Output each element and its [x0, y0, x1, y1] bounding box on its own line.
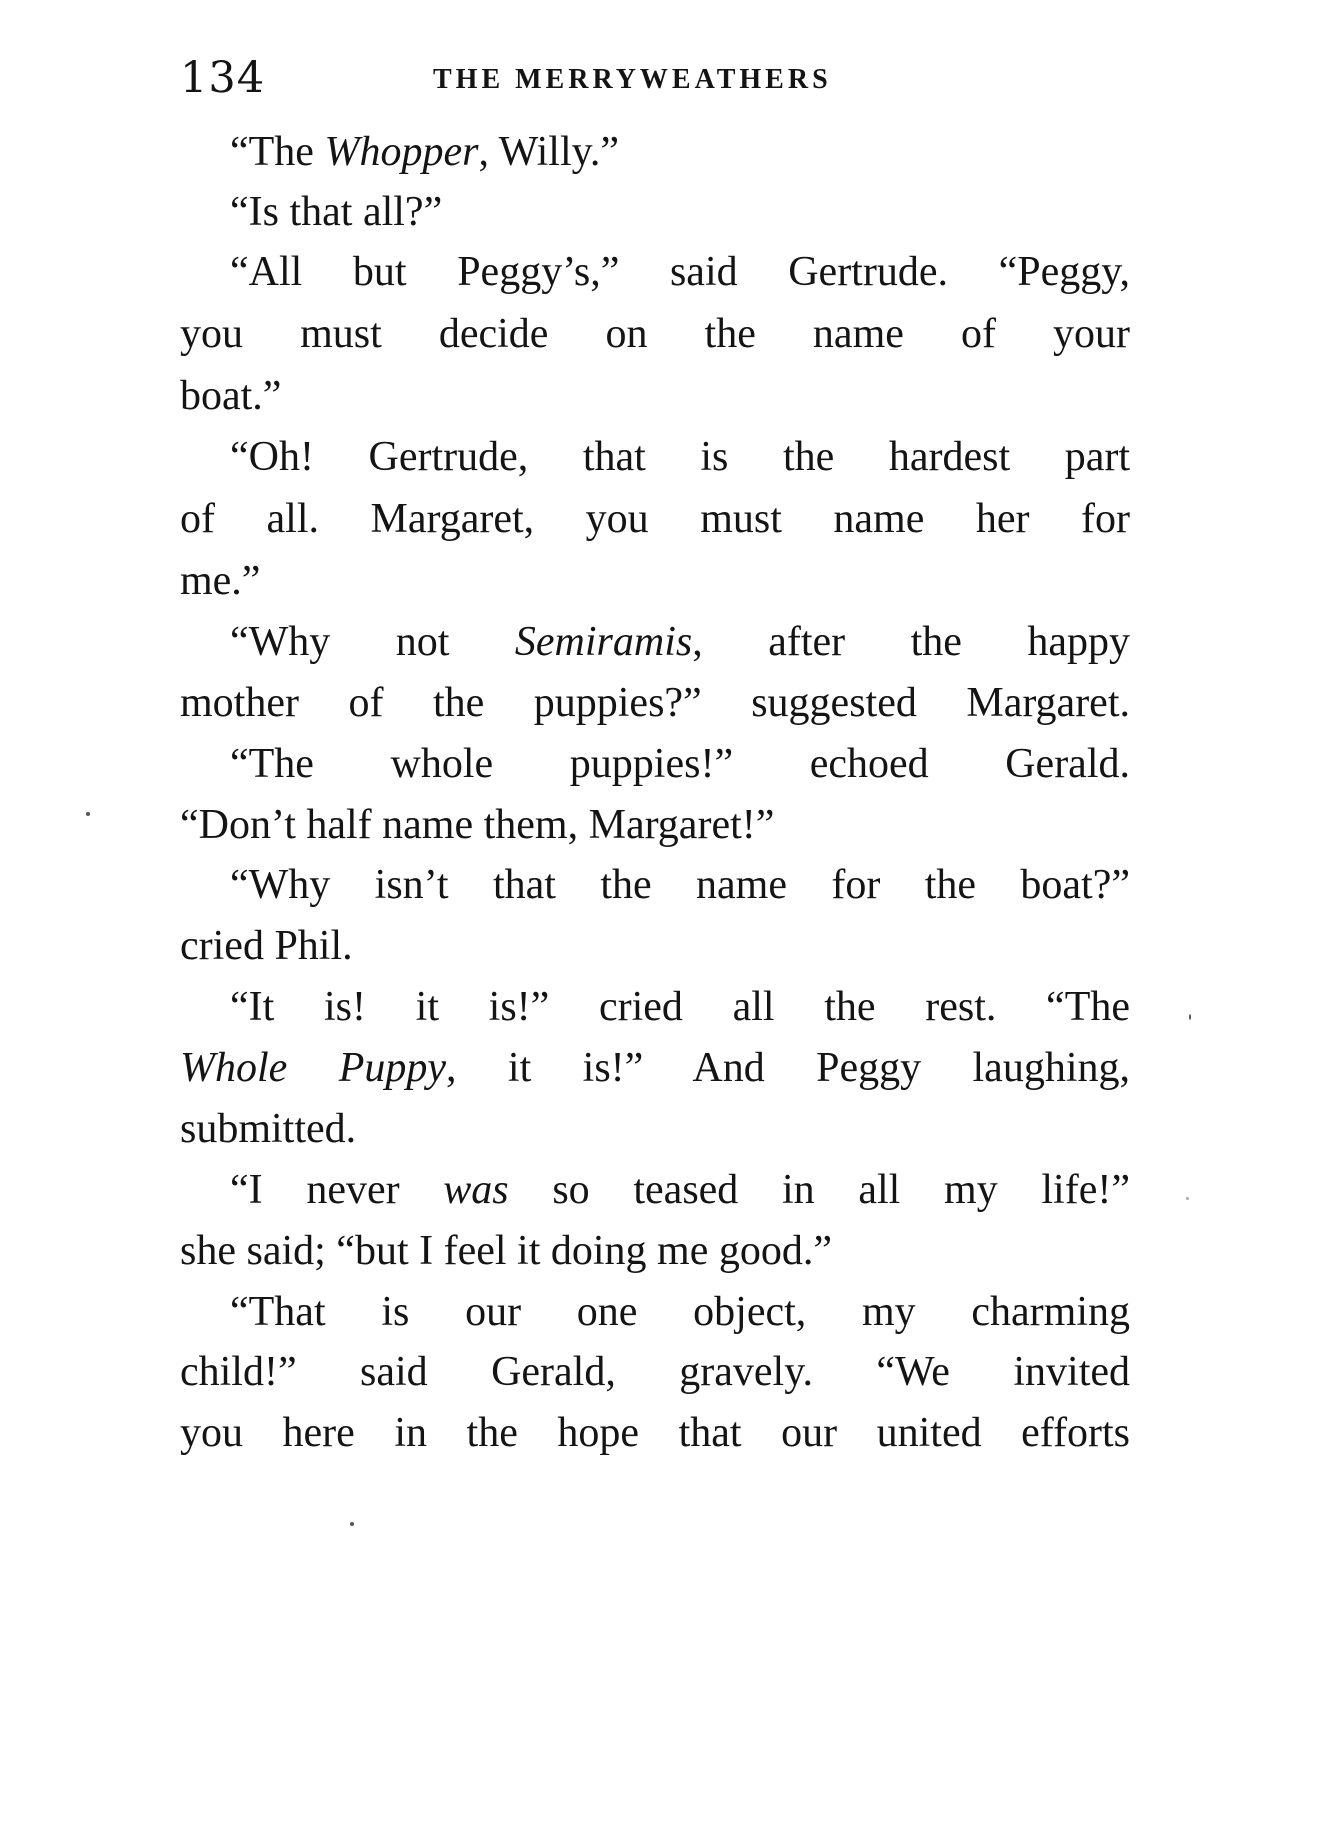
text-line: “Why isn’t that the name for the boat?” — [230, 862, 1130, 908]
text-line: cried Phil. — [180, 923, 353, 969]
text-line: Whole Puppy, it is!” And Peggy laughing, — [180, 1045, 1130, 1091]
text-line: mother of the puppies?” suggested Margaret. — [180, 680, 1130, 726]
scan-speck — [1186, 1197, 1189, 1200]
text-line: “It is! it is!” cried all the rest. “The — [230, 984, 1130, 1030]
text-line: “The whole puppies!” echoed Gerald. — [230, 741, 1130, 787]
text-line: “Don’t half name them, Margaret!” — [180, 802, 775, 848]
text-line: of all. Margaret, you must name her for — [180, 496, 1130, 542]
scan-speck — [1189, 1014, 1191, 1020]
text-line: you here in the hope that our united efforts — [180, 1410, 1130, 1456]
text-line: “All but Peggy’s,” said Gertrude. “Peggy, — [230, 249, 1130, 295]
text-line: you must decide on the name of your — [180, 311, 1130, 357]
text-line: “That is our one object, my charming — [230, 1289, 1130, 1335]
page-number: 134 — [180, 53, 266, 103]
text-line: “Oh! Gertrude, that is the hardest part — [230, 434, 1130, 480]
running-title: THE MERRYWEATHERS — [433, 64, 832, 95]
text-line: “I never was so teased in all my life!” — [230, 1167, 1130, 1213]
text-line: she said; “but I feel it doing me good.” — [180, 1228, 833, 1274]
text-line: submitted. — [180, 1106, 357, 1152]
text-line: boat.” — [180, 373, 282, 419]
scan-speck — [350, 1522, 354, 1526]
text-line: “Why not Semiramis, after the happy — [230, 619, 1130, 665]
text-line: me.” — [180, 558, 261, 604]
text-line: “The Whopper, Willy.” — [230, 129, 620, 175]
page-header — [180, 48, 1130, 108]
text-line: “Is that all?” — [230, 189, 443, 235]
text-line: child!” said Gerald, gravely. “We invited — [180, 1349, 1130, 1395]
scan-speck — [86, 812, 90, 816]
